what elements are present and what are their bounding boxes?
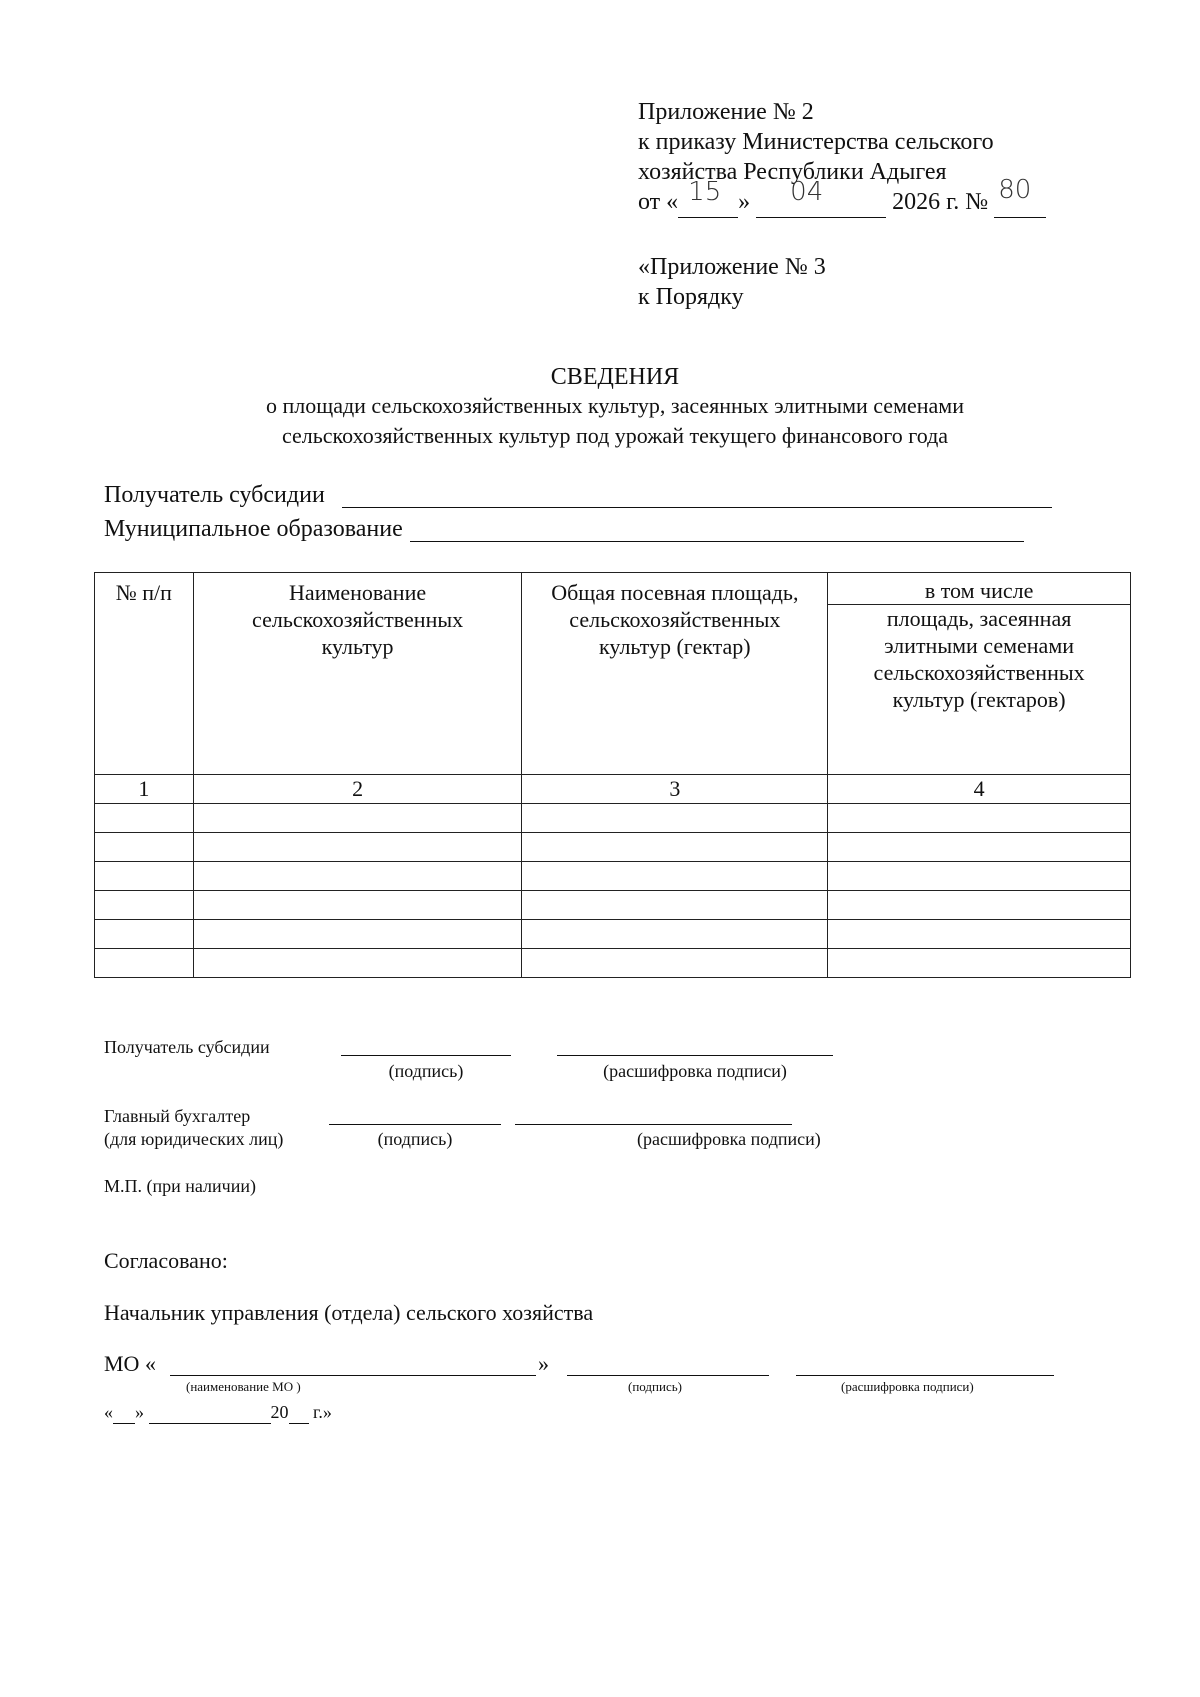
date-prefix: от « — [638, 189, 679, 215]
stamp-label: М.П. (при наличии) — [104, 1176, 256, 1196]
accountant-signature-line[interactable] — [329, 1124, 501, 1125]
date-number-handwritten: 80 — [998, 175, 1032, 205]
mo-signature-line[interactable] — [567, 1375, 769, 1376]
approval-date-line — [104, 1401, 332, 1424]
mo-suffix: » — [538, 1351, 549, 1376]
appendix-line-1: Приложение № 2 — [638, 99, 814, 125]
accountant-signature-caption: (подпись) — [377, 1129, 453, 1149]
date-day-field — [678, 177, 738, 218]
date-month-handwritten: 04 — [790, 177, 824, 207]
header-number: № п/п — [95, 573, 194, 775]
municipality-field-label: Муниципальное образование — [104, 516, 403, 542]
municipality-field-line[interactable] — [410, 541, 1024, 542]
appendix-date-line — [638, 175, 1046, 218]
recipient-decoding-line[interactable] — [557, 1055, 833, 1056]
recipient-decoding-caption: (расшифровка подписи) — [603, 1061, 787, 1081]
table-row[interactable] — [95, 949, 1131, 978]
column-number-4: 4 — [828, 775, 1131, 804]
signature-recipient-label: Получатель субсидии — [104, 1037, 270, 1057]
date-month-field — [756, 177, 886, 218]
table-row[interactable] — [95, 920, 1131, 949]
approval-date-open: « — [104, 1402, 113, 1422]
mo-name-caption: (наименование МО ) — [186, 1379, 301, 1394]
mo-decoding-caption: (расшифровка подписи) — [841, 1379, 974, 1394]
accountant-decoding-caption: (расшифровка подписи) — [637, 1129, 821, 1149]
date-number-field — [994, 175, 1046, 218]
approval-year-field[interactable] — [289, 1401, 309, 1424]
column-number-2: 2 — [193, 775, 522, 804]
agreed-label: Согласовано: — [104, 1248, 228, 1273]
header-total-area: Общая посевная площадь, сельскохозяйственных культур (гектар) — [522, 573, 828, 775]
date-day-handwritten: 15 — [688, 177, 722, 207]
header-crop-name: Наименование сельскохозяйственных культур — [193, 573, 522, 775]
accountant-label-line-1: Главный бухгалтер — [104, 1106, 251, 1126]
date-mid: » — [738, 189, 751, 215]
approval-date-year: 20 — [270, 1402, 289, 1422]
table-row[interactable] — [95, 891, 1131, 920]
appendix-line-3: хозяйства Республики Адыгея — [638, 159, 947, 185]
column-number-1: 1 — [95, 775, 194, 804]
recipient-signature-caption: (подпись) — [388, 1061, 464, 1081]
table-row[interactable] — [95, 833, 1131, 862]
table-row[interactable] — [95, 862, 1131, 891]
accountant-label-line-2: (для юридических лиц) — [104, 1129, 284, 1149]
date-year: 2026 г. № — [892, 189, 989, 215]
title-subline-1: о площади сельскохозяйственных культур, засеянных элитными семенами — [266, 393, 964, 418]
column-numbers-row — [95, 775, 1131, 804]
table-row[interactable] — [95, 804, 1131, 833]
department-head-label: Начальник управления (отдела) сельского хозяйства — [104, 1300, 594, 1325]
accountant-decoding-line[interactable] — [515, 1124, 792, 1125]
crops-table — [94, 572, 1131, 978]
mo-prefix: МО « — [104, 1351, 156, 1376]
column-number-3: 3 — [522, 775, 828, 804]
sub-appendix-line-2: к Порядку — [638, 284, 744, 310]
mo-signature-caption: (подпись) — [628, 1379, 682, 1394]
mo-name-line[interactable] — [170, 1375, 536, 1376]
recipient-field-label: Получатель субсидии — [104, 482, 325, 508]
approval-month-field[interactable] — [149, 1401, 271, 1424]
recipient-field-line[interactable] — [342, 507, 1052, 508]
approval-date-close: » — [135, 1402, 144, 1422]
document-title: СВЕДЕНИЯ — [550, 364, 680, 390]
header-including: в том числе — [828, 573, 1131, 605]
approval-day-field[interactable] — [113, 1401, 135, 1424]
header-elite-area: площадь, засеянная элитными семенами сельскохозяйственных культур (гектаров) — [828, 605, 1131, 775]
title-subline-2: сельскохозяйственных культур под урожай текущего финансового года — [281, 423, 949, 448]
sub-appendix-line-1: «Приложение № 3 — [638, 254, 826, 280]
appendix-line-2: к приказу Министерства сельского — [638, 129, 994, 155]
mo-decoding-line[interactable] — [796, 1375, 1054, 1376]
recipient-signature-line[interactable] — [341, 1055, 511, 1056]
approval-date-suffix: г.» — [313, 1402, 332, 1422]
